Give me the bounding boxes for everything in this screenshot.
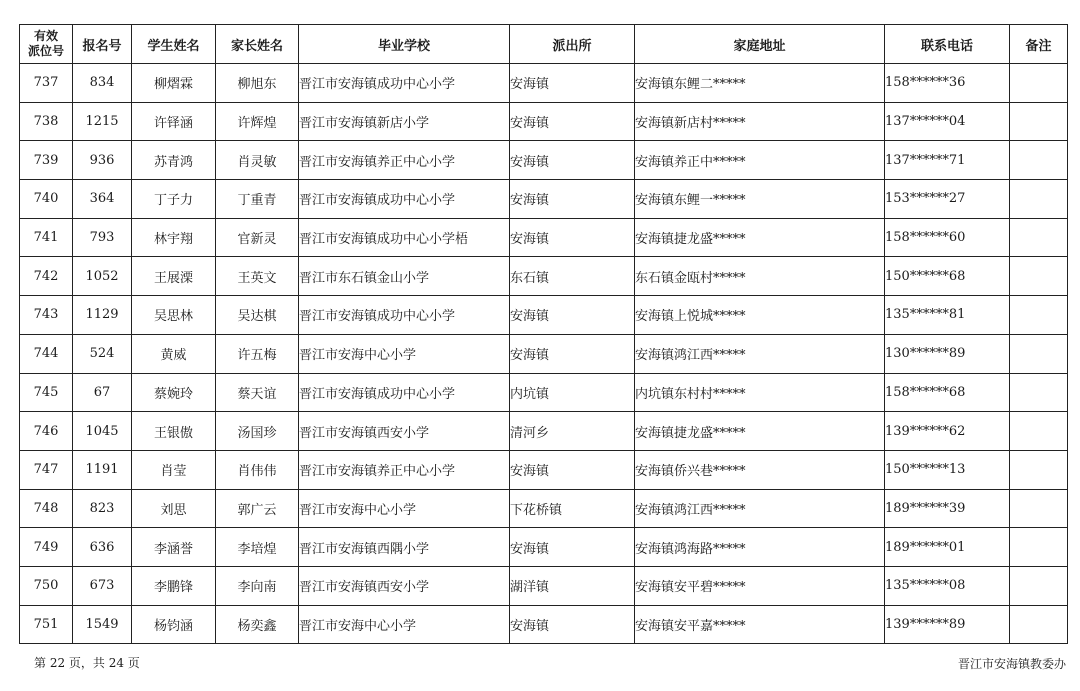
cell-phone: 139******62 (885, 412, 1010, 451)
cell-school: 晋江市安海镇成功中心小学梧 (299, 218, 510, 257)
cell-seq: 739 (20, 141, 73, 180)
cell-phone: 158******36 (885, 64, 1010, 103)
cell-reg: 1045 (73, 412, 132, 451)
cell-phone: 137******04 (885, 102, 1010, 141)
cell-seq: 738 (20, 102, 73, 141)
cell-phone: 189******39 (885, 489, 1010, 528)
cell-phone: 150******13 (885, 450, 1010, 489)
cell-seq: 746 (20, 412, 73, 451)
cell-reg: 936 (73, 141, 132, 180)
cell-school: 晋江市安海中心小学 (299, 605, 510, 644)
table-header-row (20, 25, 1068, 64)
cell-address: 安海镇鸿江西***** (635, 489, 885, 528)
cell-address: 安海镇安平碧***** (635, 566, 885, 605)
cell-phone: 130******89 (885, 334, 1010, 373)
cell-address: 安海镇新店村***** (635, 102, 885, 141)
cell-note (1010, 450, 1068, 489)
cell-seq: 747 (20, 450, 73, 489)
cell-police: 安海镇 (510, 334, 635, 373)
cell-phone: 135******81 (885, 296, 1010, 335)
cell-note (1010, 102, 1068, 141)
cell-reg: 364 (73, 180, 132, 219)
cell-phone: 150******68 (885, 257, 1010, 296)
cell-parent: 肖灵敏 (216, 141, 299, 180)
cell-reg: 1215 (73, 102, 132, 141)
cell-note (1010, 218, 1068, 257)
cell-reg: 636 (73, 528, 132, 567)
cell-student: 吴思林 (132, 296, 216, 335)
cell-address: 安海镇侨兴巷***** (635, 450, 885, 489)
cell-parent: 李培煌 (216, 528, 299, 567)
cell-address: 安海镇鸿江西***** (635, 334, 885, 373)
header-parent: 家长姓名 (216, 25, 299, 64)
cell-police: 东石镇 (510, 257, 635, 296)
cell-student: 柳熠霖 (132, 64, 216, 103)
cell-note (1010, 566, 1068, 605)
cell-school: 晋江市安海镇成功中心小学 (299, 180, 510, 219)
cell-police: 安海镇 (510, 605, 635, 644)
table-row (20, 450, 1068, 489)
table-row (20, 528, 1068, 567)
header-school: 毕业学校 (299, 25, 510, 64)
cell-phone: 135******08 (885, 566, 1010, 605)
cell-phone: 158******68 (885, 373, 1010, 412)
cell-police: 安海镇 (510, 180, 635, 219)
cell-parent: 吴达棋 (216, 296, 299, 335)
cell-seq: 742 (20, 257, 73, 296)
cell-address: 安海镇东鲤一***** (635, 180, 885, 219)
cell-note (1010, 489, 1068, 528)
cell-student: 蔡婉玲 (132, 373, 216, 412)
cell-note (1010, 334, 1068, 373)
cell-school: 晋江市安海镇养正中心小学 (299, 450, 510, 489)
table-row (20, 180, 1068, 219)
header-seq-label-2: 派位号 (27, 44, 64, 58)
cell-reg: 1052 (73, 257, 132, 296)
issuer-name: 晋江市安海镇教委办 (957, 657, 1066, 671)
header-seq-label-1: 有效 (33, 29, 58, 43)
header-police: 派出所 (510, 25, 635, 64)
cell-parent: 郭广云 (216, 489, 299, 528)
cell-phone: 137******71 (885, 141, 1010, 180)
cell-phone: 158******60 (885, 218, 1010, 257)
cell-student: 刘思 (132, 489, 216, 528)
table-row (20, 296, 1068, 335)
cell-parent: 官新灵 (216, 218, 299, 257)
cell-parent: 许辉煌 (216, 102, 299, 141)
cell-school: 晋江市安海镇成功中心小学 (299, 373, 510, 412)
cell-note (1010, 412, 1068, 451)
cell-reg: 1549 (73, 605, 132, 644)
cell-note (1010, 605, 1068, 644)
cell-police: 安海镇 (510, 141, 635, 180)
cell-parent: 杨奕鑫 (216, 605, 299, 644)
cell-reg: 524 (73, 334, 132, 373)
header-seq (20, 25, 73, 64)
cell-parent: 丁重青 (216, 180, 299, 219)
cell-school: 晋江市安海镇西隅小学 (299, 528, 510, 567)
cell-address: 安海镇上悦城***** (635, 296, 885, 335)
cell-address: 东石镇金瓯村***** (635, 257, 885, 296)
cell-student: 黄威 (132, 334, 216, 373)
cell-note (1010, 373, 1068, 412)
cell-seq: 749 (20, 528, 73, 567)
cell-student: 王展溧 (132, 257, 216, 296)
header-reg: 报名号 (73, 25, 132, 64)
cell-school: 晋江市安海镇新店小学 (299, 102, 510, 141)
student-allocation-table (19, 24, 1068, 644)
cell-student: 杨钧涵 (132, 605, 216, 644)
cell-phone: 153******27 (885, 180, 1010, 219)
cell-parent: 许五梅 (216, 334, 299, 373)
cell-note (1010, 180, 1068, 219)
cell-seq: 745 (20, 373, 73, 412)
cell-school: 晋江市东石镇金山小学 (299, 257, 510, 296)
header-phone: 联系电话 (885, 25, 1010, 64)
cell-seq: 740 (20, 180, 73, 219)
table-row (20, 141, 1068, 180)
cell-student: 李涵誉 (132, 528, 216, 567)
cell-school: 晋江市安海中心小学 (299, 334, 510, 373)
cell-student: 苏青鸿 (132, 141, 216, 180)
cell-reg: 1129 (73, 296, 132, 335)
cell-address: 安海镇养正中***** (635, 141, 885, 180)
cell-school: 晋江市安海中心小学 (299, 489, 510, 528)
cell-reg: 823 (73, 489, 132, 528)
cell-student: 丁子力 (132, 180, 216, 219)
cell-reg: 834 (73, 64, 132, 103)
page-number: 第 22 页，共 24 页 (34, 656, 140, 670)
cell-school: 晋江市安海镇西安小学 (299, 412, 510, 451)
cell-student: 李鹏锋 (132, 566, 216, 605)
cell-police: 安海镇 (510, 450, 635, 489)
table-row (20, 64, 1068, 103)
table-row (20, 334, 1068, 373)
cell-reg: 1191 (73, 450, 132, 489)
cell-reg: 793 (73, 218, 132, 257)
cell-address: 内坑镇东村村***** (635, 373, 885, 412)
table-row (20, 102, 1068, 141)
cell-note (1010, 141, 1068, 180)
cell-parent: 汤国珍 (216, 412, 299, 451)
cell-police: 安海镇 (510, 102, 635, 141)
cell-phone: 139******89 (885, 605, 1010, 644)
header-student: 学生姓名 (132, 25, 216, 64)
table-row (20, 566, 1068, 605)
cell-police: 安海镇 (510, 296, 635, 335)
table-row (20, 412, 1068, 451)
cell-school: 晋江市安海镇成功中心小学 (299, 296, 510, 335)
cell-police: 内坑镇 (510, 373, 635, 412)
cell-seq: 743 (20, 296, 73, 335)
table-row (20, 489, 1068, 528)
cell-parent: 王英文 (216, 257, 299, 296)
cell-parent: 李向南 (216, 566, 299, 605)
cell-police: 湖洋镇 (510, 566, 635, 605)
cell-note (1010, 257, 1068, 296)
cell-student: 肖莹 (132, 450, 216, 489)
cell-note (1010, 296, 1068, 335)
cell-phone: 189******01 (885, 528, 1010, 567)
table-row (20, 373, 1068, 412)
table-row (20, 257, 1068, 296)
cell-parent: 肖伟伟 (216, 450, 299, 489)
cell-student: 许铎涵 (132, 102, 216, 141)
cell-police: 安海镇 (510, 528, 635, 567)
cell-police: 下花桥镇 (510, 489, 635, 528)
cell-parent: 蔡天谊 (216, 373, 299, 412)
cell-note (1010, 64, 1068, 103)
cell-parent: 柳旭东 (216, 64, 299, 103)
table-row (20, 218, 1068, 257)
cell-seq: 751 (20, 605, 73, 644)
cell-address: 安海镇东鲤二***** (635, 64, 885, 103)
cell-police: 安海镇 (510, 218, 635, 257)
cell-seq: 748 (20, 489, 73, 528)
cell-police: 安海镇 (510, 64, 635, 103)
cell-student: 林宇翔 (132, 218, 216, 257)
cell-police: 清河乡 (510, 412, 635, 451)
cell-address: 安海镇捷龙盛***** (635, 412, 885, 451)
cell-reg: 673 (73, 566, 132, 605)
cell-note (1010, 528, 1068, 567)
cell-address: 安海镇鸿海路***** (635, 528, 885, 567)
cell-reg: 67 (73, 373, 132, 412)
header-note: 备注 (1010, 25, 1068, 64)
cell-school: 晋江市安海镇养正中心小学 (299, 141, 510, 180)
cell-address: 安海镇安平嘉***** (635, 605, 885, 644)
cell-seq: 750 (20, 566, 73, 605)
cell-school: 晋江市安海镇成功中心小学 (299, 64, 510, 103)
header-address: 家庭地址 (635, 25, 885, 64)
cell-school: 晋江市安海镇西安小学 (299, 566, 510, 605)
cell-seq: 741 (20, 218, 73, 257)
table-row (20, 605, 1068, 644)
cell-address: 安海镇捷龙盛***** (635, 218, 885, 257)
cell-seq: 744 (20, 334, 73, 373)
cell-student: 王银傲 (132, 412, 216, 451)
cell-seq: 737 (20, 64, 73, 103)
